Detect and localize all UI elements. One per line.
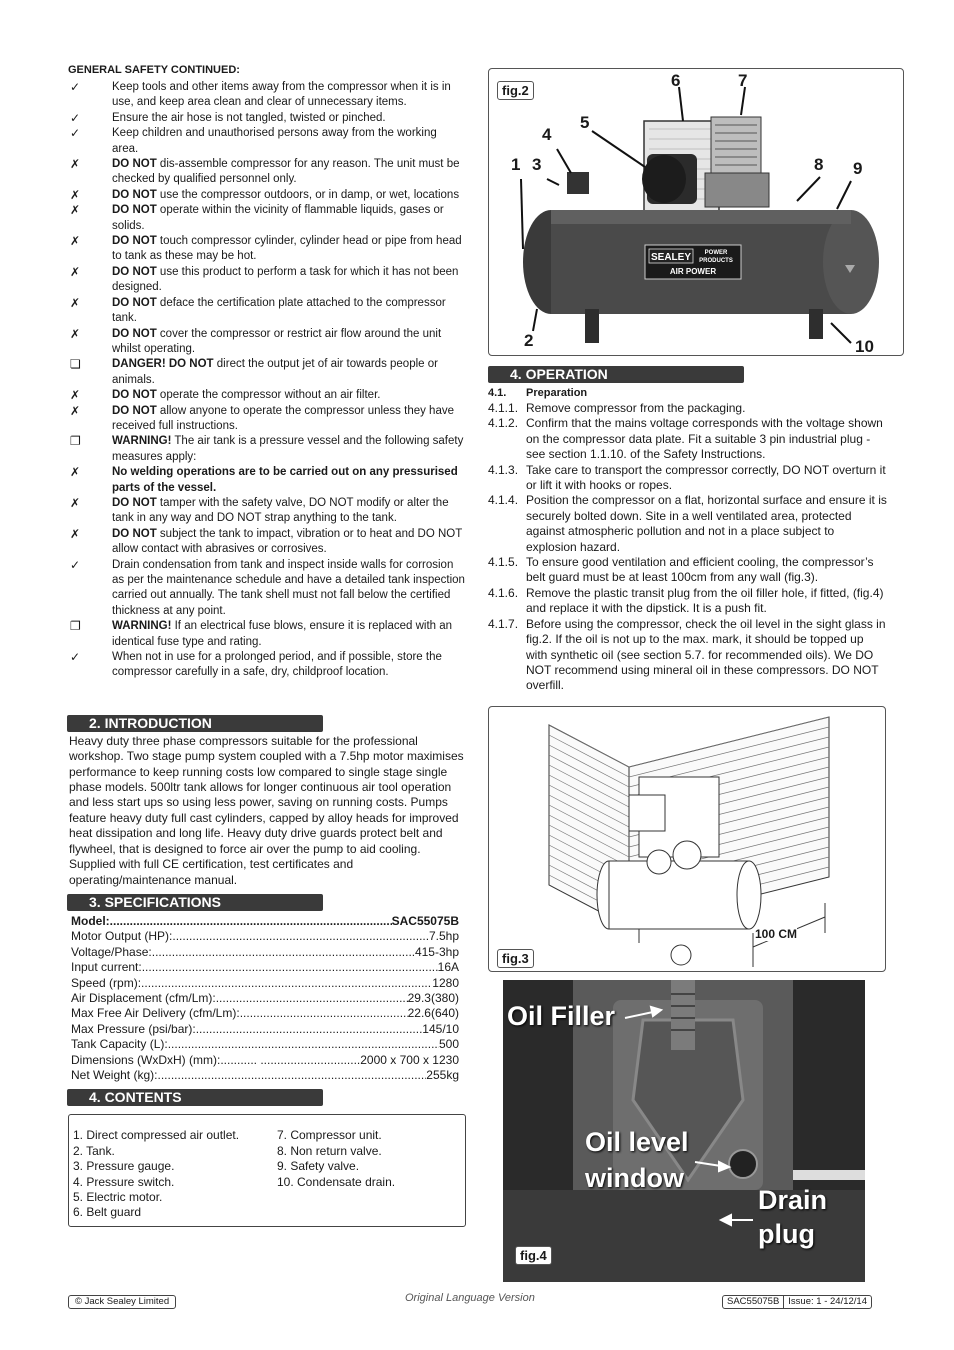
spec-label: Max Free Air Delivery (cfm/Lm): — [71, 1006, 240, 1021]
safety-item — [68, 388, 466, 403]
safety-mark-icon: ✗ — [70, 234, 81, 249]
spec-row — [71, 1022, 459, 1037]
safety-item — [68, 619, 466, 650]
fig2-number-5: 5 — [580, 113, 590, 132]
spec-value: 1280 — [432, 975, 459, 990]
spec-label: Net Weight (kg): — [71, 1067, 158, 1082]
safety-mark-icon: ✗ — [70, 388, 81, 403]
brand-tagline: AIR POWER — [669, 267, 717, 276]
safety-emphasis: DO NOT — [112, 204, 157, 217]
left-column — [68, 64, 466, 1227]
step-text: Confirm that the mains voltage corresponds with the voltage shown on the compressor data plate. Fit a suitable 3 pin industrial plug - see section 1.1.10. of the Safety Instructions. — [526, 416, 883, 462]
spec-label: Max Pressure (psi/bar): — [71, 1021, 196, 1036]
safety-body: use the compressor outdoors, or in damp, or wet, locations — [156, 188, 460, 201]
safety-text — [112, 234, 466, 265]
safety-item — [68, 558, 466, 620]
spec-leader — [240, 1006, 408, 1021]
contents-item: 7. Compressor unit. — [277, 1128, 382, 1143]
safety-body: dis-assemble compressor for any reason. The unit must be checked by qualified personnel only. — [112, 158, 460, 186]
safety-mark-icon: ✗ — [70, 203, 81, 218]
safety-text — [112, 404, 466, 435]
brand-sub-1: POWER — [704, 250, 728, 256]
spec-value: 255kg — [426, 1067, 459, 1082]
operation-list — [488, 401, 888, 694]
drain-plug-label-line1: Drain — [758, 1185, 828, 1215]
fig2-panel — [488, 68, 904, 356]
safety-body: Keep children and unauthorised persons away from the working area. — [112, 127, 437, 155]
safety-emphasis: DO NOT — [112, 404, 157, 417]
contents-item: 8. Non return valve. — [277, 1143, 382, 1158]
safety-text — [112, 111, 466, 126]
spec-label: Speed (rpm): — [71, 975, 142, 990]
safety-body: Keep tools and other items away from the compressor when it is in use, and keep area clean and clear of unnecessary items. — [112, 81, 451, 109]
oil-level-label-line2: window — [585, 1163, 684, 1193]
safety-body: When not in use for a prolonged period, and if possible, store the compressor carefully in a safe, dry, childproof location. — [112, 651, 442, 679]
spec-leader — [314, 1053, 344, 1068]
step-number: 4.1.7. — [488, 616, 519, 631]
safety-item — [68, 527, 466, 558]
safety-item — [68, 157, 466, 188]
safety-text — [112, 265, 466, 296]
safety-mark-icon: ✗ — [70, 157, 81, 172]
safety-mark-icon: ❐ — [70, 619, 81, 634]
safety-text — [112, 357, 466, 388]
subheading-title: Preparation — [526, 387, 588, 399]
safety-item — [68, 465, 466, 496]
safety-mark-icon: ✗ — [70, 295, 81, 310]
contents-column-1 — [73, 1128, 277, 1218]
safety-item — [68, 203, 466, 234]
safety-text — [112, 558, 466, 620]
safety-mark-icon: ✗ — [70, 403, 81, 418]
safety-emphasis: DO NOT — [112, 265, 157, 278]
fig2-number-4: 4 — [542, 125, 552, 144]
spec-leader — [216, 991, 408, 1006]
footer-issue-box — [722, 1295, 872, 1309]
safety-text — [112, 126, 466, 157]
oil-filler-label: Oil Filler — [507, 1001, 616, 1031]
safety-heading: GENERAL SAFETY CONTINUED: — [68, 64, 240, 76]
spec-value: 415-3hp — [414, 944, 459, 959]
contents-item: 2. Tank. — [73, 1143, 115, 1158]
spec-row — [71, 1037, 459, 1052]
step-text: Before using the compressor, check the oil level in the sight glass in fig.2. If the oil is not up to the max. mark, it should be topped up with synthetic oil (see section 5.7. for recommended oils). We DO NOT recommend using mineral oil in these compressors. DO NOT overfill. — [526, 616, 886, 693]
oil-level-label-line1: Oil level — [585, 1127, 689, 1157]
safety-item — [68, 496, 466, 527]
spec-value: 29.3(380) — [407, 990, 459, 1005]
safety-item — [68, 265, 466, 296]
spec-value: SAC55075B — [391, 913, 459, 928]
safety-item — [68, 188, 466, 203]
step-number: 4.1.1. — [488, 401, 519, 415]
safety-item — [68, 434, 466, 465]
safety-mark-icon: ✗ — [70, 187, 81, 202]
spec-row — [71, 1006, 459, 1021]
safety-body: touch compressor cylinder, cylinder head or pipe from head to tank as these may be hot. — [112, 235, 462, 263]
safety-text — [112, 650, 466, 681]
safety-mark-icon: ✗ — [70, 495, 81, 510]
fig2-number-8: 8 — [814, 155, 824, 174]
step-number: 4.1.4. — [488, 493, 519, 508]
spec-label: Model: — [71, 913, 110, 928]
fig2-number-6: 6 — [671, 71, 681, 90]
safety-text — [112, 434, 466, 465]
fig2-number-3: 3 — [532, 155, 542, 174]
spec-label: Dimensions (WxDxH) (mm):........... ................ — [71, 1052, 314, 1067]
footer-copyright: © Jack Sealey Limited — [68, 1295, 176, 1309]
contents-item: 9. Safety valve. — [277, 1159, 360, 1174]
safety-emphasis: No welding operations are to be carried out on any pressurised parts of the vessel. — [112, 466, 458, 494]
safety-item — [68, 650, 466, 681]
spec-leader — [152, 945, 415, 960]
fig2-number-7: 7 — [738, 71, 748, 90]
spec-leader — [172, 929, 429, 944]
spec-leader — [110, 914, 392, 929]
wall-clearance-illustration — [489, 707, 885, 971]
spec-row — [71, 991, 459, 1006]
operation-step — [488, 416, 888, 462]
safety-body: Drain condensation from tank and inspect inside walls for corrosion as per the maintenance schedule and have a detailed tank inspection carried out annually. The tank shell must not fall below the certified thickness at any point. — [112, 558, 465, 617]
spec-row — [71, 1053, 459, 1068]
safety-item — [68, 234, 466, 265]
spec-value: 22.6(640) — [407, 1006, 459, 1021]
spec-value: 145/10 — [422, 1021, 459, 1036]
safety-emphasis: DANGER! DO NOT — [112, 358, 214, 371]
safety-mark-icon: ✓ — [70, 557, 81, 572]
safety-mark-icon: ✓ — [70, 80, 81, 94]
operation-step — [488, 493, 888, 555]
fig3-label: fig.3 — [497, 949, 534, 968]
safety-emphasis: DO NOT — [112, 296, 157, 309]
fig2-number-9: 9 — [853, 159, 863, 178]
operation-section — [488, 366, 888, 694]
safety-mark-icon: ❐ — [70, 434, 81, 449]
safety-text — [112, 296, 466, 327]
fig4-photo — [503, 980, 865, 1282]
safety-text — [112, 188, 466, 203]
safety-text — [112, 465, 466, 496]
fig2-number-1: 1 — [511, 155, 521, 174]
operation-step — [488, 401, 888, 416]
spec-label: Tank Capacity (L): — [71, 1037, 168, 1052]
operation-step — [488, 617, 888, 694]
safety-mark-icon: ❏ — [70, 357, 81, 372]
footer-model: SAC55075B — [723, 1296, 784, 1308]
introduction-heading: 2. INTRODUCTION — [67, 715, 323, 732]
safety-body: tamper with the safety valve, DO NOT modify or alter the tank in any way and DO NOT strap anything to the tank. — [112, 496, 449, 525]
callout-arrows — [503, 980, 865, 1282]
operation-subheading — [488, 386, 888, 401]
safety-text — [112, 203, 466, 234]
spec-leader — [157, 1068, 426, 1083]
fig2-number-10: 10 — [855, 337, 874, 356]
contents-item: 4. Pressure switch. — [73, 1174, 175, 1189]
safety-item — [68, 296, 466, 327]
safety-body: If an electrical fuse blows, ensure it is replaced with an identical fuse type and rating. — [112, 620, 453, 648]
safety-emphasis: DO NOT — [112, 188, 157, 201]
step-number: 4.1.3. — [488, 462, 519, 477]
spec-leader — [168, 1037, 439, 1052]
safety-body: deface the certification plate attached to the compressor tank. — [112, 296, 446, 325]
safety-mark-icon: ✗ — [70, 465, 81, 480]
safety-body: subject the tank to impact, vibration or to heat and DO NOT allow contact with abrasives or corrosives. — [112, 527, 463, 556]
safety-emphasis: WARNING! — [112, 435, 172, 448]
safety-body: allow anyone to operate the compressor unless they have received full instructions. — [112, 404, 454, 432]
compressor-illustration — [489, 69, 903, 355]
safety-body: operate within the vicinity of flammable liquids, gases or solids. — [112, 204, 444, 232]
safety-item — [68, 126, 466, 157]
contents-item: 3. Pressure gauge. — [73, 1159, 175, 1174]
safety-body: Ensure the air hose is not tangled, twisted or pinched. — [112, 111, 386, 124]
safety-mark-icon: ✗ — [70, 264, 81, 279]
spec-value: 7.5hp — [428, 929, 459, 944]
step-text: Position the compressor on a flat, horizontal surface and ensure it is securely bolted down. Site in a well ventilated area, protected against atmospheric pollution and not in a place subject to explosion hazard. — [526, 493, 887, 554]
clearance-distance: 100 CM — [755, 927, 798, 941]
specifications-heading: 3. SPECIFICATIONS — [67, 894, 323, 911]
step-number: 4.1.6. — [488, 585, 519, 600]
spec-value: 500 — [438, 1037, 459, 1052]
contents-box — [68, 1114, 466, 1227]
fig3-panel — [488, 706, 886, 972]
operation-step — [488, 463, 888, 494]
specifications-table — [71, 914, 459, 1083]
spec-row — [71, 945, 459, 960]
brand-sub-2: PRODUCTS — [699, 258, 733, 264]
spec-label: Motor Output (HP): — [71, 929, 173, 944]
spec-leader — [196, 1022, 423, 1037]
safety-emphasis: DO NOT — [112, 235, 157, 248]
spec-row — [71, 1068, 459, 1083]
operation-heading: 4. OPERATION — [488, 366, 744, 383]
drain-plug-label-line2: plug — [758, 1219, 815, 1249]
safety-item — [68, 404, 466, 435]
spec-label: Input current: — [71, 960, 142, 975]
fig2-label: fig.2 — [497, 81, 534, 100]
safety-body: use this product to perform a task for which it has not been designed. — [112, 265, 459, 294]
spec-label: Voltage/Phase: — [71, 944, 152, 959]
spec-value: 16A — [437, 960, 459, 975]
safety-emphasis: DO NOT — [112, 389, 157, 402]
safety-item — [68, 111, 466, 126]
safety-emphasis: DO NOT — [112, 327, 157, 340]
spec-value: .....2000 x 700 x 1230 — [343, 1052, 459, 1067]
contents-heading: 4. CONTENTS — [67, 1089, 323, 1106]
introduction-text: Heavy duty three phase compressors suitable for the professional workshop. Two stage pump system coupled with a 7.5hp motor maximises performance to keep running costs low compared to single stage single phase models. 500ltr tank allows for longer continuous air tool operation and less start ups so using less power, saving on running costs. Pumps feature heavy duty full cast cylinders, capped by alloy heads for improved heat dissipation and long life. Heavy duty drive guards protect belt and flywheel, that is designed to force air over the pump to aid cooling. Supplied with full CE certification, test certificates and operating/maintenance manual. — [69, 733, 464, 887]
contents-column-2 — [277, 1128, 395, 1218]
safety-text — [112, 327, 466, 358]
safety-emphasis: DO NOT — [112, 158, 157, 171]
step-text: Take care to transport the compressor correctly, DO NOT overturn it or lift it with hooks or ropes. — [526, 462, 886, 493]
step-text: Remove the plastic transit plug from the oil filler hole, if fitted, (fig.4) and replace it with the dipstick. It is a push fit. — [526, 585, 884, 616]
safety-item — [68, 327, 466, 358]
footer-issue: Issue: 1 - 24/12/14 — [788, 1296, 867, 1307]
safety-emphasis: WARNING! — [112, 620, 172, 633]
operation-step — [488, 555, 888, 586]
safety-body: cover the compressor or restrict air flow around the unit whilst operating. — [112, 327, 442, 355]
safety-emphasis: DO NOT — [112, 527, 157, 540]
step-text: To ensure good ventilation and efficient cooling, the compressor’s belt guard must be at least 100cm from any wall (fig.3). — [526, 555, 874, 585]
safety-text — [112, 157, 466, 188]
safety-text — [112, 496, 466, 527]
safety-mark-icon: ✓ — [70, 650, 81, 665]
contents-item: 5. Electric motor. — [73, 1190, 163, 1204]
safety-body: The air tank is a pressure vessel and the following safety measures apply: — [112, 435, 464, 463]
safety-emphasis: DO NOT — [112, 496, 157, 509]
safety-body: operate the compressor without an air filter. — [156, 389, 381, 402]
safety-item — [68, 357, 466, 388]
spec-row — [71, 960, 459, 975]
safety-text — [112, 619, 466, 650]
step-text: Remove compressor from the packaging. — [526, 401, 746, 415]
footer-language: Original Language Version — [405, 1292, 535, 1304]
safety-list — [68, 80, 466, 681]
safety-body: direct the output jet of air towards people or animals. — [112, 358, 438, 386]
safety-mark-icon: ✗ — [70, 326, 81, 341]
operation-step — [488, 586, 888, 617]
spec-row — [71, 914, 459, 929]
contents-item: 6. Belt guard — [73, 1205, 142, 1220]
safety-text — [112, 388, 466, 403]
spec-row — [71, 929, 459, 944]
safety-text — [112, 80, 466, 111]
safety-item — [68, 80, 466, 111]
brand-name: SEALEY — [650, 252, 692, 263]
subheading-number: 4.1. — [488, 387, 507, 399]
contents-item: 10. Condensate drain. — [277, 1174, 396, 1189]
step-number: 4.1.2. — [488, 416, 519, 431]
safety-mark-icon: ✓ — [70, 126, 81, 141]
contents-item: 1. Direct compressed air outlet. — [73, 1128, 240, 1143]
safety-mark-icon: ✗ — [70, 526, 81, 541]
spec-label: Air Displacement (cfm/Lm): — [71, 990, 216, 1005]
step-number: 4.1.5. — [488, 555, 519, 570]
spec-leader — [141, 976, 432, 991]
safety-text — [112, 527, 466, 558]
safety-mark-icon: ✓ — [70, 110, 81, 125]
spec-leader — [142, 960, 438, 975]
fig2-number-2: 2 — [524, 331, 534, 350]
fig4-label: fig.4 — [515, 1246, 552, 1265]
spec-row — [71, 976, 459, 991]
